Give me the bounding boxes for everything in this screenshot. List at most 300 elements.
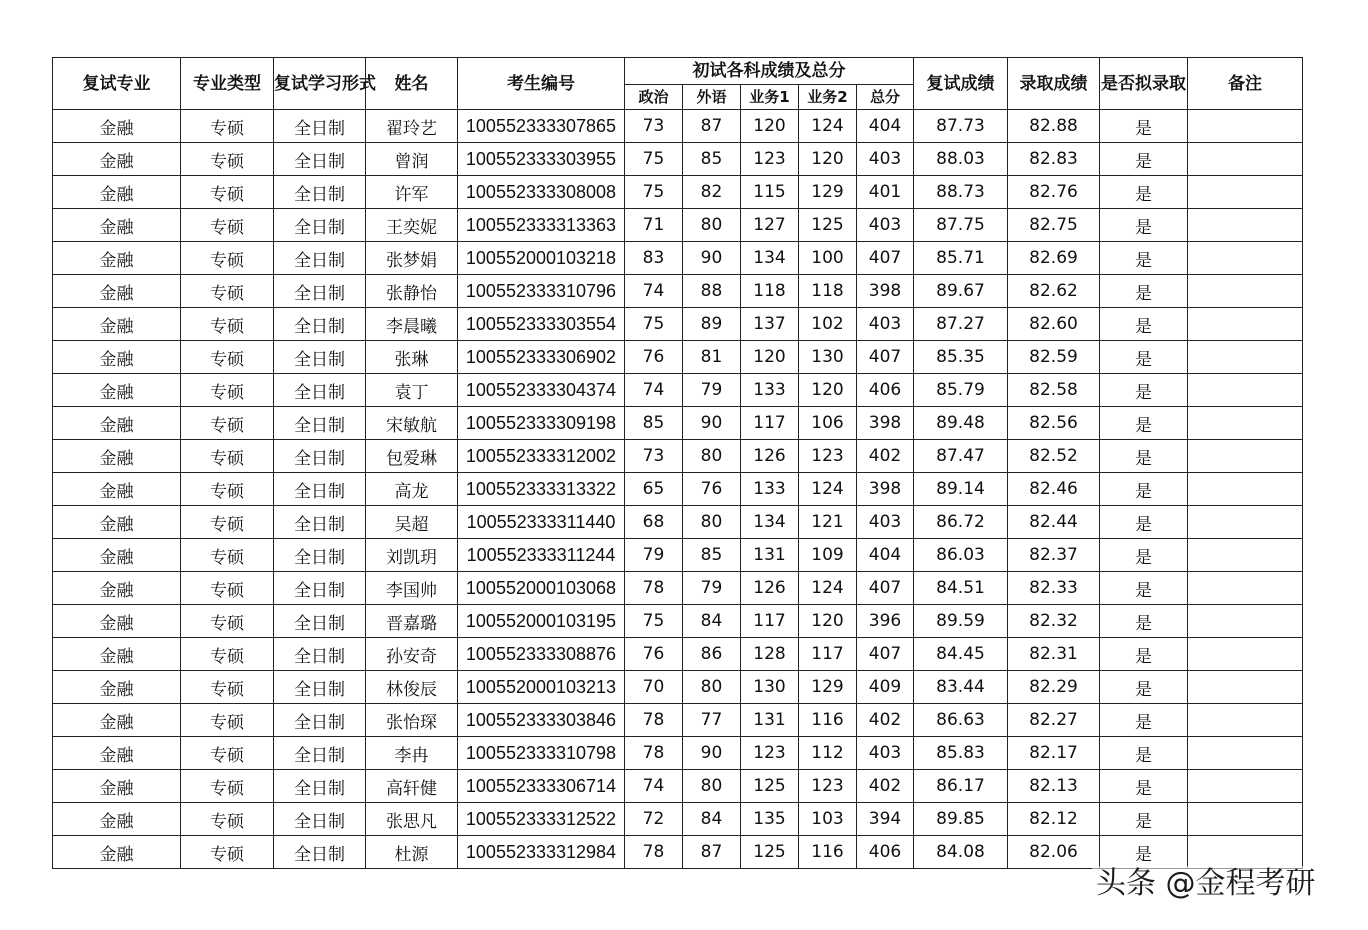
cell-major: 金融 bbox=[53, 473, 181, 506]
table-row bbox=[53, 440, 1303, 473]
cell-exam-id: 100552333313363 bbox=[458, 209, 625, 242]
cell-foreign-lang: 90 bbox=[683, 407, 741, 440]
table-row bbox=[53, 539, 1303, 572]
cell-politics: 75 bbox=[625, 308, 683, 341]
table-body bbox=[53, 110, 1303, 869]
cell-foreign-lang: 81 bbox=[683, 341, 741, 374]
cell-admit-score: 82.76 bbox=[1008, 176, 1100, 209]
cell-subject1: 127 bbox=[741, 209, 799, 242]
cell-retest-score: 87.47 bbox=[914, 440, 1008, 473]
cell-exam-id: 100552333303846 bbox=[458, 704, 625, 737]
cell-subject2: 102 bbox=[799, 308, 857, 341]
cell-intend-admit: 是 bbox=[1100, 506, 1188, 539]
cell-name: 张静怡 bbox=[366, 275, 458, 308]
header-exam-id: 考生编号 bbox=[458, 58, 625, 110]
cell-major: 金融 bbox=[53, 539, 181, 572]
cell-politics: 79 bbox=[625, 539, 683, 572]
admission-score-table-container bbox=[52, 57, 1303, 869]
cell-politics: 76 bbox=[625, 638, 683, 671]
cell-exam-id: 100552333308876 bbox=[458, 638, 625, 671]
cell-total: 402 bbox=[857, 440, 914, 473]
header-row-top bbox=[53, 58, 1303, 85]
cell-remarks bbox=[1188, 374, 1303, 407]
cell-exam-id: 100552333310796 bbox=[458, 275, 625, 308]
cell-subject1: 134 bbox=[741, 242, 799, 275]
cell-admit-score: 82.29 bbox=[1008, 671, 1100, 704]
cell-subject2: 129 bbox=[799, 176, 857, 209]
cell-subject1: 120 bbox=[741, 110, 799, 143]
cell-remarks bbox=[1188, 473, 1303, 506]
cell-foreign-lang: 87 bbox=[683, 110, 741, 143]
cell-subject1: 134 bbox=[741, 506, 799, 539]
cell-subject1: 126 bbox=[741, 440, 799, 473]
cell-major: 金融 bbox=[53, 836, 181, 869]
cell-intend-admit: 是 bbox=[1100, 242, 1188, 275]
cell-intend-admit: 是 bbox=[1100, 605, 1188, 638]
cell-study-form: 全日制 bbox=[274, 572, 366, 605]
cell-retest-score: 83.44 bbox=[914, 671, 1008, 704]
header-intend-admit: 是否拟录取 bbox=[1100, 58, 1188, 110]
cell-total: 398 bbox=[857, 473, 914, 506]
table-row bbox=[53, 572, 1303, 605]
cell-type: 专硕 bbox=[181, 605, 274, 638]
cell-intend-admit: 是 bbox=[1100, 374, 1188, 407]
cell-retest-score: 87.27 bbox=[914, 308, 1008, 341]
cell-exam-id: 100552333312984 bbox=[458, 836, 625, 869]
cell-politics: 78 bbox=[625, 704, 683, 737]
table-row bbox=[53, 737, 1303, 770]
cell-foreign-lang: 80 bbox=[683, 506, 741, 539]
cell-major: 金融 bbox=[53, 638, 181, 671]
cell-exam-id: 100552333303955 bbox=[458, 143, 625, 176]
header-major: 复试专业 bbox=[53, 58, 181, 110]
cell-total: 407 bbox=[857, 242, 914, 275]
cell-name: 王奕妮 bbox=[366, 209, 458, 242]
cell-exam-id: 100552000103213 bbox=[458, 671, 625, 704]
cell-subject2: 123 bbox=[799, 770, 857, 803]
cell-admit-score: 82.17 bbox=[1008, 737, 1100, 770]
cell-exam-id: 100552333310798 bbox=[458, 737, 625, 770]
cell-foreign-lang: 89 bbox=[683, 308, 741, 341]
cell-politics: 74 bbox=[625, 770, 683, 803]
cell-subject1: 131 bbox=[741, 539, 799, 572]
cell-total: 403 bbox=[857, 143, 914, 176]
table-row bbox=[53, 638, 1303, 671]
header-total: 总分 bbox=[857, 85, 914, 110]
cell-intend-admit: 是 bbox=[1100, 803, 1188, 836]
cell-politics: 78 bbox=[625, 572, 683, 605]
cell-major: 金融 bbox=[53, 737, 181, 770]
cell-remarks bbox=[1188, 143, 1303, 176]
cell-subject2: 123 bbox=[799, 440, 857, 473]
cell-exam-id: 100552333303554 bbox=[458, 308, 625, 341]
cell-subject2: 106 bbox=[799, 407, 857, 440]
cell-politics: 75 bbox=[625, 176, 683, 209]
table-row bbox=[53, 242, 1303, 275]
cell-foreign-lang: 90 bbox=[683, 737, 741, 770]
table-row bbox=[53, 407, 1303, 440]
cell-name: 吴超 bbox=[366, 506, 458, 539]
cell-subject1: 123 bbox=[741, 143, 799, 176]
cell-name: 许军 bbox=[366, 176, 458, 209]
cell-type: 专硕 bbox=[181, 539, 274, 572]
cell-type: 专硕 bbox=[181, 572, 274, 605]
header-name: 姓名 bbox=[366, 58, 458, 110]
header-subject1: 业务1 bbox=[741, 85, 799, 110]
cell-politics: 72 bbox=[625, 803, 683, 836]
cell-name: 高龙 bbox=[366, 473, 458, 506]
table-row bbox=[53, 770, 1303, 803]
cell-remarks bbox=[1188, 704, 1303, 737]
cell-total: 407 bbox=[857, 638, 914, 671]
table-row bbox=[53, 143, 1303, 176]
cell-major: 金融 bbox=[53, 242, 181, 275]
cell-subject1: 120 bbox=[741, 341, 799, 374]
cell-politics: 65 bbox=[625, 473, 683, 506]
cell-major: 金融 bbox=[53, 308, 181, 341]
cell-name: 刘凯玥 bbox=[366, 539, 458, 572]
cell-name: 翟玲艺 bbox=[366, 110, 458, 143]
table-row bbox=[53, 341, 1303, 374]
cell-admit-score: 82.37 bbox=[1008, 539, 1100, 572]
cell-major: 金融 bbox=[53, 374, 181, 407]
cell-intend-admit: 是 bbox=[1100, 671, 1188, 704]
cell-intend-admit: 是 bbox=[1100, 836, 1188, 869]
cell-retest-score: 89.67 bbox=[914, 275, 1008, 308]
cell-admit-score: 82.83 bbox=[1008, 143, 1100, 176]
cell-intend-admit: 是 bbox=[1100, 341, 1188, 374]
cell-subject2: 112 bbox=[799, 737, 857, 770]
cell-type: 专硕 bbox=[181, 110, 274, 143]
cell-type: 专硕 bbox=[181, 473, 274, 506]
cell-major: 金融 bbox=[53, 275, 181, 308]
cell-type: 专硕 bbox=[181, 638, 274, 671]
cell-subject2: 121 bbox=[799, 506, 857, 539]
cell-subject1: 137 bbox=[741, 308, 799, 341]
cell-admit-score: 82.60 bbox=[1008, 308, 1100, 341]
cell-politics: 73 bbox=[625, 110, 683, 143]
cell-intend-admit: 是 bbox=[1100, 770, 1188, 803]
table-row bbox=[53, 209, 1303, 242]
cell-exam-id: 100552000103195 bbox=[458, 605, 625, 638]
cell-exam-id: 100552333312002 bbox=[458, 440, 625, 473]
cell-exam-id: 100552333311440 bbox=[458, 506, 625, 539]
cell-admit-score: 82.06 bbox=[1008, 836, 1100, 869]
cell-subject2: 124 bbox=[799, 473, 857, 506]
cell-study-form: 全日制 bbox=[274, 473, 366, 506]
cell-subject2: 116 bbox=[799, 836, 857, 869]
cell-admit-score: 82.88 bbox=[1008, 110, 1100, 143]
cell-remarks bbox=[1188, 341, 1303, 374]
cell-subject1: 131 bbox=[741, 704, 799, 737]
cell-total: 398 bbox=[857, 407, 914, 440]
cell-total: 394 bbox=[857, 803, 914, 836]
cell-name: 林俊辰 bbox=[366, 671, 458, 704]
cell-type: 专硕 bbox=[181, 506, 274, 539]
cell-name: 张琳 bbox=[366, 341, 458, 374]
cell-politics: 71 bbox=[625, 209, 683, 242]
cell-remarks bbox=[1188, 737, 1303, 770]
cell-foreign-lang: 85 bbox=[683, 539, 741, 572]
header-foreign-lang: 外语 bbox=[683, 85, 741, 110]
cell-type: 专硕 bbox=[181, 803, 274, 836]
cell-politics: 68 bbox=[625, 506, 683, 539]
cell-study-form: 全日制 bbox=[274, 836, 366, 869]
table-row bbox=[53, 605, 1303, 638]
cell-type: 专硕 bbox=[181, 275, 274, 308]
cell-intend-admit: 是 bbox=[1100, 473, 1188, 506]
cell-subject1: 128 bbox=[741, 638, 799, 671]
cell-total: 402 bbox=[857, 770, 914, 803]
cell-type: 专硕 bbox=[181, 209, 274, 242]
cell-total: 403 bbox=[857, 308, 914, 341]
cell-total: 404 bbox=[857, 539, 914, 572]
cell-intend-admit: 是 bbox=[1100, 209, 1188, 242]
cell-foreign-lang: 85 bbox=[683, 143, 741, 176]
cell-exam-id: 100552333307865 bbox=[458, 110, 625, 143]
cell-type: 专硕 bbox=[181, 143, 274, 176]
cell-subject1: 130 bbox=[741, 671, 799, 704]
cell-subject1: 133 bbox=[741, 473, 799, 506]
cell-major: 金融 bbox=[53, 704, 181, 737]
watermark-text: 头条 @金程考研 bbox=[1092, 866, 1320, 902]
cell-admit-score: 82.58 bbox=[1008, 374, 1100, 407]
cell-subject1: 118 bbox=[741, 275, 799, 308]
cell-subject2: 129 bbox=[799, 671, 857, 704]
cell-retest-score: 89.85 bbox=[914, 803, 1008, 836]
table-row bbox=[53, 836, 1303, 869]
cell-subject1: 135 bbox=[741, 803, 799, 836]
cell-admit-score: 82.46 bbox=[1008, 473, 1100, 506]
cell-total: 403 bbox=[857, 506, 914, 539]
cell-study-form: 全日制 bbox=[274, 110, 366, 143]
cell-politics: 74 bbox=[625, 275, 683, 308]
cell-exam-id: 100552333306714 bbox=[458, 770, 625, 803]
table-row bbox=[53, 374, 1303, 407]
cell-politics: 73 bbox=[625, 440, 683, 473]
cell-retest-score: 86.03 bbox=[914, 539, 1008, 572]
cell-remarks bbox=[1188, 638, 1303, 671]
cell-type: 专硕 bbox=[181, 176, 274, 209]
cell-name: 晋嘉璐 bbox=[366, 605, 458, 638]
cell-subject2: 125 bbox=[799, 209, 857, 242]
cell-study-form: 全日制 bbox=[274, 539, 366, 572]
cell-intend-admit: 是 bbox=[1100, 143, 1188, 176]
cell-type: 专硕 bbox=[181, 374, 274, 407]
cell-name: 高轩健 bbox=[366, 770, 458, 803]
cell-admit-score: 82.59 bbox=[1008, 341, 1100, 374]
cell-foreign-lang: 84 bbox=[683, 605, 741, 638]
cell-name: 孙安奇 bbox=[366, 638, 458, 671]
cell-study-form: 全日制 bbox=[274, 671, 366, 704]
cell-retest-score: 85.83 bbox=[914, 737, 1008, 770]
cell-intend-admit: 是 bbox=[1100, 275, 1188, 308]
cell-intend-admit: 是 bbox=[1100, 308, 1188, 341]
table-row bbox=[53, 176, 1303, 209]
header-politics: 政治 bbox=[625, 85, 683, 110]
cell-remarks bbox=[1188, 671, 1303, 704]
cell-foreign-lang: 80 bbox=[683, 440, 741, 473]
cell-retest-score: 84.45 bbox=[914, 638, 1008, 671]
cell-subject1: 125 bbox=[741, 836, 799, 869]
cell-subject2: 120 bbox=[799, 605, 857, 638]
cell-major: 金融 bbox=[53, 110, 181, 143]
cell-name: 李国帅 bbox=[366, 572, 458, 605]
table-row bbox=[53, 803, 1303, 836]
cell-remarks bbox=[1188, 572, 1303, 605]
table-row bbox=[53, 275, 1303, 308]
cell-foreign-lang: 90 bbox=[683, 242, 741, 275]
cell-type: 专硕 bbox=[181, 836, 274, 869]
cell-type: 专硕 bbox=[181, 242, 274, 275]
cell-retest-score: 86.63 bbox=[914, 704, 1008, 737]
table-row bbox=[53, 110, 1303, 143]
cell-remarks bbox=[1188, 440, 1303, 473]
cell-major: 金融 bbox=[53, 341, 181, 374]
cell-name: 宋敏航 bbox=[366, 407, 458, 440]
cell-subject2: 120 bbox=[799, 143, 857, 176]
cell-foreign-lang: 79 bbox=[683, 374, 741, 407]
cell-exam-id: 100552333306902 bbox=[458, 341, 625, 374]
cell-total: 404 bbox=[857, 110, 914, 143]
cell-study-form: 全日制 bbox=[274, 176, 366, 209]
cell-remarks bbox=[1188, 803, 1303, 836]
cell-exam-id: 100552333311244 bbox=[458, 539, 625, 572]
cell-exam-id: 100552333304374 bbox=[458, 374, 625, 407]
cell-subject2: 116 bbox=[799, 704, 857, 737]
cell-total: 406 bbox=[857, 836, 914, 869]
cell-admit-score: 82.27 bbox=[1008, 704, 1100, 737]
cell-retest-score: 89.59 bbox=[914, 605, 1008, 638]
cell-subject2: 109 bbox=[799, 539, 857, 572]
cell-name: 李晨曦 bbox=[366, 308, 458, 341]
cell-retest-score: 85.71 bbox=[914, 242, 1008, 275]
cell-name: 杜源 bbox=[366, 836, 458, 869]
cell-subject1: 125 bbox=[741, 770, 799, 803]
cell-major: 金融 bbox=[53, 770, 181, 803]
cell-exam-id: 100552000103218 bbox=[458, 242, 625, 275]
cell-intend-admit: 是 bbox=[1100, 572, 1188, 605]
cell-study-form: 全日制 bbox=[274, 275, 366, 308]
cell-intend-admit: 是 bbox=[1100, 539, 1188, 572]
cell-exam-id: 100552333308008 bbox=[458, 176, 625, 209]
cell-study-form: 全日制 bbox=[274, 737, 366, 770]
cell-intend-admit: 是 bbox=[1100, 440, 1188, 473]
cell-exam-id: 100552333313322 bbox=[458, 473, 625, 506]
cell-admit-score: 82.62 bbox=[1008, 275, 1100, 308]
admission-score-table bbox=[52, 57, 1303, 869]
cell-study-form: 全日制 bbox=[274, 407, 366, 440]
cell-retest-score: 89.48 bbox=[914, 407, 1008, 440]
table-row bbox=[53, 473, 1303, 506]
cell-politics: 70 bbox=[625, 671, 683, 704]
cell-retest-score: 85.79 bbox=[914, 374, 1008, 407]
cell-admit-score: 82.52 bbox=[1008, 440, 1100, 473]
cell-remarks bbox=[1188, 539, 1303, 572]
cell-subject1: 126 bbox=[741, 572, 799, 605]
table-row bbox=[53, 506, 1303, 539]
cell-major: 金融 bbox=[53, 671, 181, 704]
cell-admit-score: 82.32 bbox=[1008, 605, 1100, 638]
cell-study-form: 全日制 bbox=[274, 638, 366, 671]
cell-total: 407 bbox=[857, 341, 914, 374]
cell-subject1: 115 bbox=[741, 176, 799, 209]
cell-intend-admit: 是 bbox=[1100, 704, 1188, 737]
cell-type: 专硕 bbox=[181, 671, 274, 704]
cell-study-form: 全日制 bbox=[274, 143, 366, 176]
cell-remarks bbox=[1188, 770, 1303, 803]
cell-study-form: 全日制 bbox=[274, 770, 366, 803]
cell-subject2: 103 bbox=[799, 803, 857, 836]
header-subject2: 业务2 bbox=[799, 85, 857, 110]
header-type: 专业类型 bbox=[181, 58, 274, 110]
cell-remarks bbox=[1188, 275, 1303, 308]
cell-retest-score: 87.75 bbox=[914, 209, 1008, 242]
cell-foreign-lang: 84 bbox=[683, 803, 741, 836]
cell-retest-score: 86.17 bbox=[914, 770, 1008, 803]
cell-remarks bbox=[1188, 176, 1303, 209]
cell-name: 袁丁 bbox=[366, 374, 458, 407]
header-study-form: 复试学习形式 bbox=[274, 58, 366, 110]
cell-exam-id: 100552333309198 bbox=[458, 407, 625, 440]
cell-study-form: 全日制 bbox=[274, 803, 366, 836]
cell-study-form: 全日制 bbox=[274, 209, 366, 242]
cell-remarks bbox=[1188, 308, 1303, 341]
cell-major: 金融 bbox=[53, 143, 181, 176]
cell-study-form: 全日制 bbox=[274, 374, 366, 407]
cell-admit-score: 82.69 bbox=[1008, 242, 1100, 275]
table-row bbox=[53, 704, 1303, 737]
cell-foreign-lang: 80 bbox=[683, 671, 741, 704]
cell-retest-score: 84.51 bbox=[914, 572, 1008, 605]
cell-politics: 76 bbox=[625, 341, 683, 374]
cell-study-form: 全日制 bbox=[274, 242, 366, 275]
cell-intend-admit: 是 bbox=[1100, 737, 1188, 770]
cell-name: 曾润 bbox=[366, 143, 458, 176]
cell-intend-admit: 是 bbox=[1100, 110, 1188, 143]
cell-subject2: 130 bbox=[799, 341, 857, 374]
cell-foreign-lang: 88 bbox=[683, 275, 741, 308]
cell-politics: 75 bbox=[625, 605, 683, 638]
cell-total: 403 bbox=[857, 737, 914, 770]
cell-subject1: 123 bbox=[741, 737, 799, 770]
cell-total: 407 bbox=[857, 572, 914, 605]
header-retest-score: 复试成绩 bbox=[914, 58, 1008, 110]
cell-major: 金融 bbox=[53, 803, 181, 836]
cell-retest-score: 89.14 bbox=[914, 473, 1008, 506]
cell-politics: 78 bbox=[625, 737, 683, 770]
cell-intend-admit: 是 bbox=[1100, 407, 1188, 440]
cell-remarks bbox=[1188, 209, 1303, 242]
cell-retest-score: 85.35 bbox=[914, 341, 1008, 374]
cell-total: 403 bbox=[857, 209, 914, 242]
cell-subject2: 124 bbox=[799, 572, 857, 605]
cell-study-form: 全日制 bbox=[274, 704, 366, 737]
cell-foreign-lang: 80 bbox=[683, 209, 741, 242]
cell-politics: 78 bbox=[625, 836, 683, 869]
cell-study-form: 全日制 bbox=[274, 308, 366, 341]
cell-retest-score: 86.72 bbox=[914, 506, 1008, 539]
cell-foreign-lang: 82 bbox=[683, 176, 741, 209]
cell-major: 金融 bbox=[53, 440, 181, 473]
cell-foreign-lang: 86 bbox=[683, 638, 741, 671]
cell-major: 金融 bbox=[53, 176, 181, 209]
cell-admit-score: 82.75 bbox=[1008, 209, 1100, 242]
cell-admit-score: 82.44 bbox=[1008, 506, 1100, 539]
cell-type: 专硕 bbox=[181, 770, 274, 803]
cell-subject1: 117 bbox=[741, 407, 799, 440]
cell-remarks bbox=[1188, 242, 1303, 275]
